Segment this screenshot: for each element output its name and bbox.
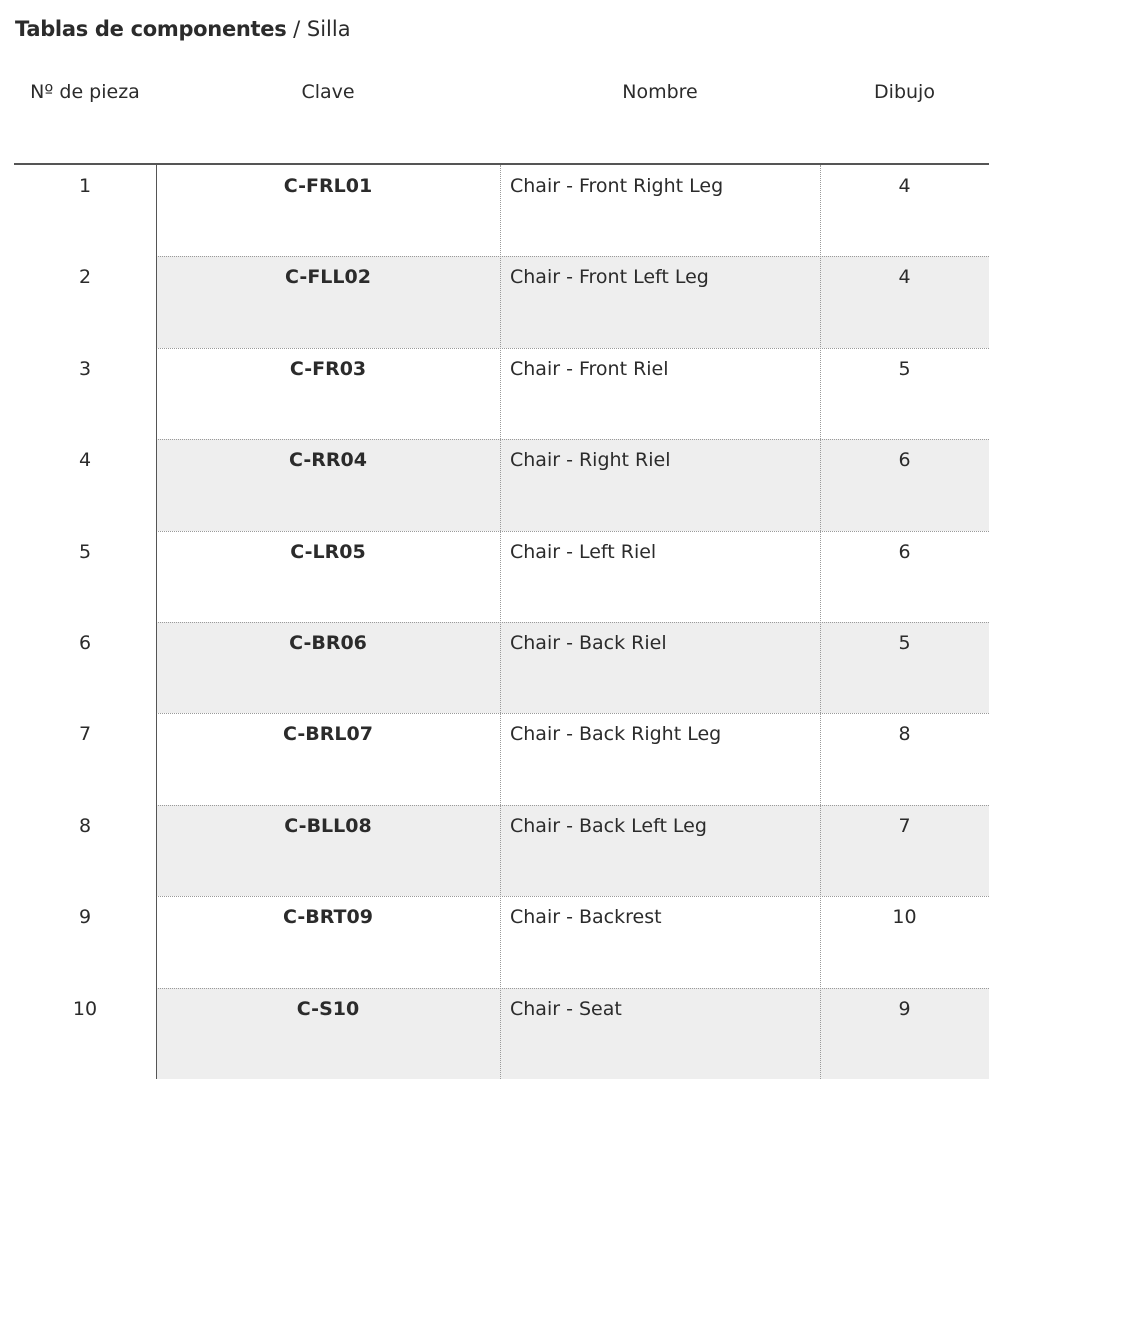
table-row	[14, 348, 989, 439]
header-num: Nº de pieza	[30, 81, 140, 103]
components-table	[14, 70, 989, 1079]
table-row	[14, 988, 989, 1079]
row-divider	[156, 531, 989, 532]
page-title	[15, 14, 351, 44]
table-row	[14, 531, 989, 622]
cell-name: Chair - Right Riel	[510, 449, 671, 472]
cell-key: C-BRL07	[283, 723, 373, 746]
cell-key: C-BLL08	[284, 814, 372, 837]
cell-drawing: 8	[898, 723, 911, 746]
cell-name: Chair - Backrest	[510, 906, 662, 929]
cell-name: Chair - Front Riel	[510, 357, 669, 380]
row-divider	[156, 348, 989, 349]
table-header-row	[14, 70, 989, 165]
table-row	[14, 439, 989, 530]
cell-num: 6	[78, 631, 92, 654]
row-divider	[156, 713, 989, 714]
table-row	[14, 713, 989, 804]
cell-key: C-BR06	[289, 631, 367, 654]
row-divider	[156, 896, 989, 897]
cell-num: 4	[78, 449, 92, 472]
row-divider	[156, 439, 989, 440]
cell-key: C-FRL01	[283, 175, 373, 197]
table-row	[14, 256, 989, 347]
cell-key: C-LR05	[290, 540, 366, 563]
table-row	[14, 622, 989, 713]
cell-name: Chair - Left Riel	[510, 540, 657, 563]
cell-num: 3	[78, 357, 92, 380]
row-divider	[156, 988, 989, 989]
page-title-separator: /	[293, 17, 301, 41]
cell-name: Chair - Back Riel	[510, 631, 667, 654]
cell-key: C-BRT09	[283, 906, 373, 929]
cell-key: C-S10	[296, 997, 360, 1020]
cell-drawing: 5	[898, 357, 911, 380]
cell-num: 7	[78, 723, 92, 746]
cell-drawing: 6	[898, 540, 911, 563]
cell-num: 10	[72, 997, 98, 1020]
cell-name: Chair - Back Right Leg	[510, 723, 722, 746]
cell-name: Chair - Front Right Leg	[510, 175, 724, 197]
cell-num: 5	[78, 540, 92, 563]
table-row	[14, 805, 989, 896]
cell-drawing: 7	[898, 814, 911, 837]
column-divider-solid	[156, 165, 157, 1079]
header-drawing: Dibujo	[874, 81, 935, 103]
page-title-sub: Silla	[306, 17, 351, 41]
cell-drawing: 6	[898, 449, 911, 472]
cell-drawing: 10	[892, 906, 917, 929]
cell-num: 1	[78, 175, 92, 197]
header-key: Clave	[301, 81, 355, 103]
column-divider-dotted	[820, 165, 821, 1079]
table-row	[14, 165, 989, 256]
cell-num: 8	[78, 814, 92, 837]
table-body	[14, 165, 989, 1079]
header-name: Nombre	[622, 81, 698, 103]
cell-key: C-FLL02	[285, 266, 371, 289]
row-divider	[156, 805, 989, 806]
column-divider-dotted	[500, 165, 501, 1079]
cell-drawing: 5	[898, 631, 911, 654]
cell-name: Chair - Seat	[510, 997, 622, 1020]
cell-num: 9	[78, 906, 92, 929]
cell-key: C-FR03	[289, 357, 367, 380]
row-divider	[156, 622, 989, 623]
cell-drawing: 4	[898, 266, 911, 289]
cell-drawing: 9	[898, 997, 911, 1020]
table-row	[14, 896, 989, 987]
page-title-main: Tablas de componentes	[15, 17, 287, 41]
cell-key: C-RR04	[289, 449, 367, 472]
cell-num: 2	[78, 266, 92, 289]
row-divider	[156, 256, 989, 257]
cell-name: Chair - Back Left Leg	[510, 814, 707, 837]
cell-drawing: 4	[898, 175, 911, 197]
cell-name: Chair - Front Left Leg	[510, 266, 709, 289]
